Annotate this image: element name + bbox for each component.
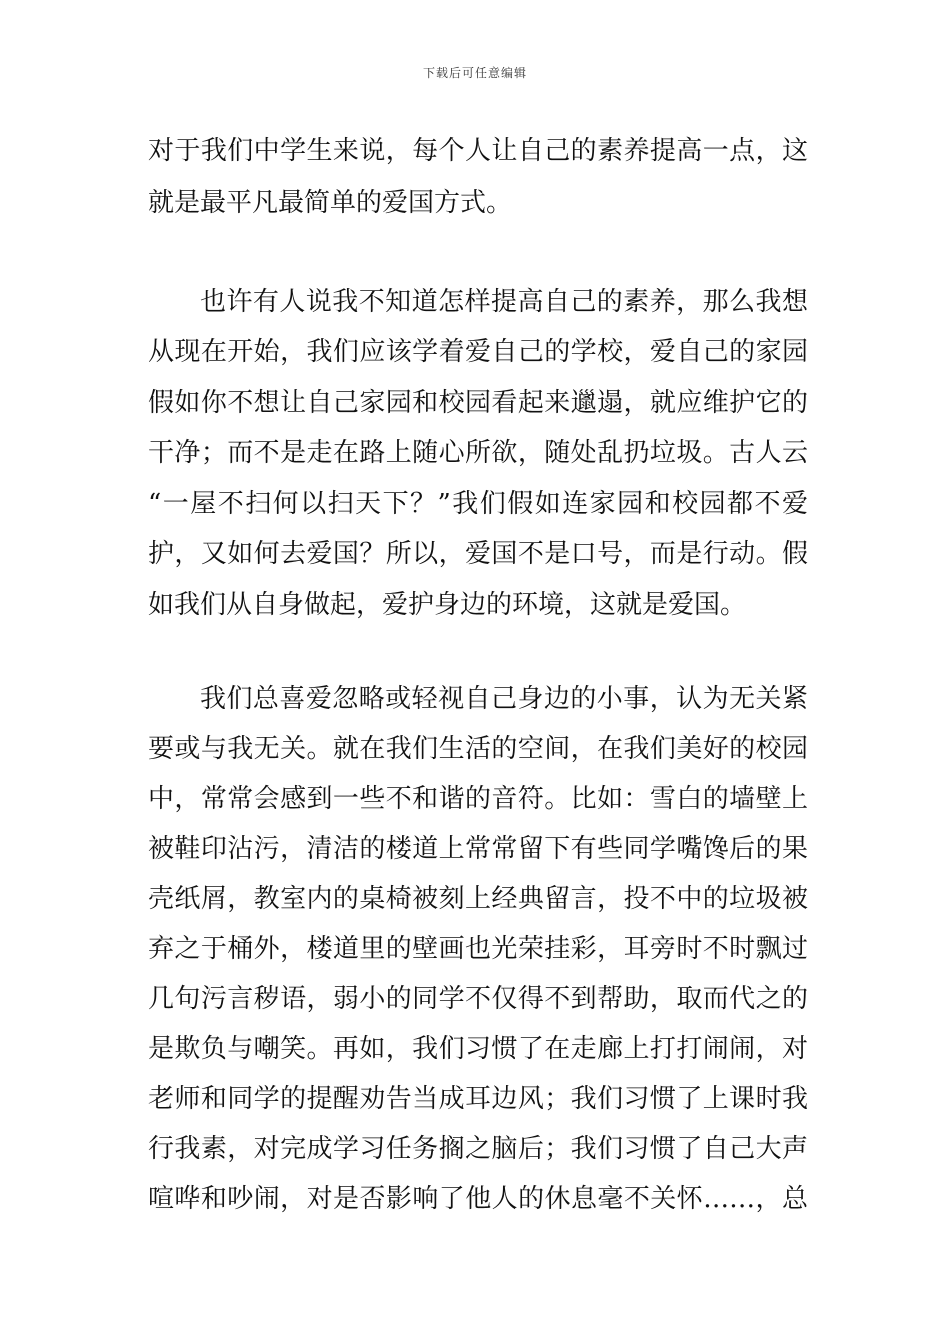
paragraph-3-line-6: 弃之于桶外，楼道里的壁画也光荣挂彩，耳旁时不时飘过 [148, 934, 808, 964]
paragraph-1-line-2: 就是最平凡最简单的爱国方式。 [148, 188, 513, 218]
paragraph-1-line-1: 对于我们中学生来说，每个人让自己的素养提高一点，这 [148, 136, 808, 166]
paragraph-3-line-1: 我们总喜爱忽略或轻视自己身边的小事，认为无关紧 [200, 684, 808, 714]
paragraph-2-line-4: 干净；而不是走在路上随心所欲，随处乱扔垃圾。古人云 [148, 438, 808, 468]
paragraph-2-line-1: 也许有人说我不知道怎样提高自己的素养，那么我想 [200, 287, 808, 317]
paragraph-3-line-11: 喧哗和吵闹，对是否影响了他人的休息毫不关怀……，总 [148, 1184, 808, 1214]
paragraph-2-line-7: 如我们从自身做起，爱护身边的环境，这就是爱国。 [148, 590, 747, 620]
paragraph-3-line-3: 中，常常会感到一些不和谐的音符。比如：雪白的墙壁上 [148, 784, 808, 814]
paragraph-3-line-7: 几句污言秽语，弱小的同学不仅得不到帮助，取而代之的 [148, 984, 808, 1014]
paragraph-3-line-5: 壳纸屑，教室内的桌椅被刻上经典留言，投不中的垃圾被 [148, 884, 808, 914]
paragraph-3-line-2: 要或与我无关。就在我们生活的空间，在我们美好的校园 [148, 734, 808, 764]
paragraph-2-line-3: 假如你不想让自己家园和校园看起来邋遢，就应维护它的 [148, 388, 808, 418]
paragraph-2-line-2: 从现在开始，我们应该学着爱自己的学校，爱自己的家园 [148, 337, 808, 367]
paragraph-3-line-9: 老师和同学的提醒劝告当成耳边风；我们习惯了上课时我 [148, 1084, 808, 1114]
paragraph-3-line-4: 被鞋印沾污，清洁的楼道上常常留下有些同学嘴馋后的果 [148, 834, 808, 864]
paragraph-3-line-8: 是欺负与嘲笑。再如，我们习惯了在走廊上打打闹闹，对 [148, 1034, 808, 1064]
paragraph-3-line-10: 行我素，对完成学习任务搁之脑后；我们习惯了自己大声 [148, 1134, 808, 1164]
paragraph-2-line-5: “一屋不扫何以扫天下？”我们假如连家园和校园都不爱 [148, 489, 808, 519]
paragraph-2-line-6: 护，又如何去爱国？所以，爱国不是口号，而是行动。假 [148, 539, 808, 569]
page-header: 下载后可任意编辑 [422, 66, 527, 80]
